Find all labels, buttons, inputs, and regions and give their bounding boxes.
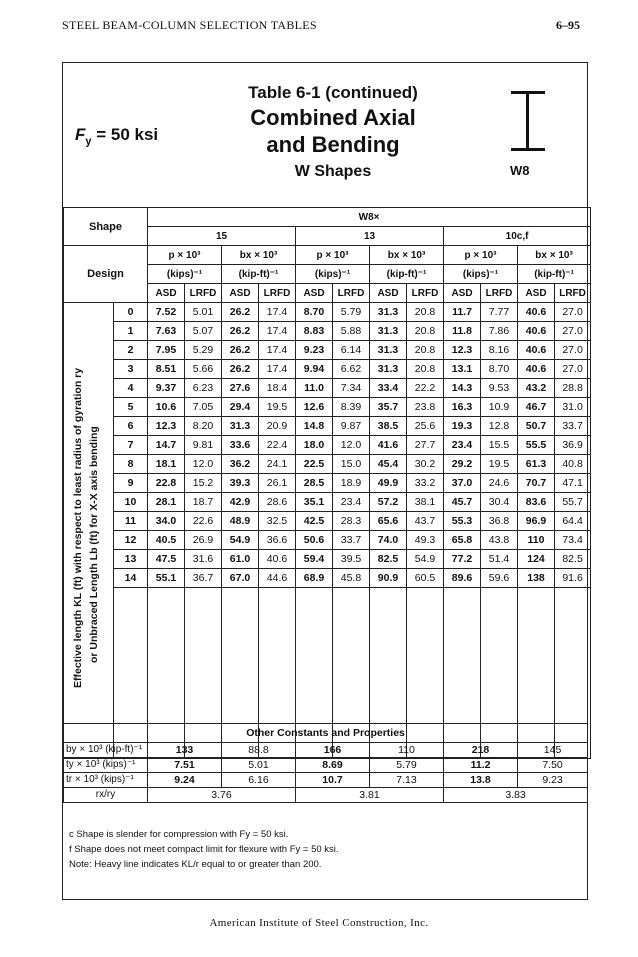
family-header: W8× (148, 208, 591, 227)
kl-value: 3 (114, 360, 148, 379)
kl-value: 12 (114, 531, 148, 550)
table-cell: 33.7 (333, 531, 370, 550)
table-cell: 7.52 (148, 303, 185, 322)
table-cell: 6.23 (185, 379, 222, 398)
table-cell: 38.5 (370, 417, 407, 436)
table-cell: 43.7 (407, 512, 444, 531)
kl-value: 0 (114, 303, 148, 322)
table-cell: 10.9 (481, 398, 518, 417)
table-cell: 12.0 (185, 455, 222, 474)
other-constants-title: Other Constants and Properties (64, 724, 588, 743)
table-cell: 35.1 (296, 493, 333, 512)
table-cell: 12.8 (481, 417, 518, 436)
b-units: (kip-ft)⁻¹ (370, 265, 444, 284)
table-row (64, 512, 591, 531)
table-cell: 38.1 (407, 493, 444, 512)
vertical-label-line1: Effective length KL (ft) with respect to least radius of gyration ry (72, 367, 84, 688)
table-cell: 23.8 (407, 398, 444, 417)
table-row (64, 398, 591, 417)
table-cell: 7.95 (148, 341, 185, 360)
table-cell: 16.3 (444, 398, 481, 417)
table-cell: 22.5 (296, 455, 333, 474)
constant-value: 7.13 (370, 773, 444, 788)
p-units: (kips)⁻¹ (148, 265, 222, 284)
table-frame (62, 62, 588, 900)
footer: American Institute of Steel Construction, Inc. (209, 917, 429, 929)
table-cell: 54.9 (222, 531, 259, 550)
table-cell: 68.9 (296, 569, 333, 588)
kl-value: 9 (114, 474, 148, 493)
table-row (64, 341, 591, 360)
table-cell: 24.1 (259, 455, 296, 474)
table-cell: 82.5 (370, 550, 407, 569)
selection-table (63, 207, 591, 759)
table-cell: 40.6 (259, 550, 296, 569)
kl-value: 7 (114, 436, 148, 455)
weight-15-header: 15 (148, 227, 296, 246)
note-c: c Shape is slender for compression with Fy = 50 ksi. (69, 829, 289, 840)
table-cell: 50.7 (518, 417, 555, 436)
table-cell: 36.2 (222, 455, 259, 474)
table-cell: 22.2 (407, 379, 444, 398)
table-cell: 57.2 (370, 493, 407, 512)
table-cell: 11.7 (444, 303, 481, 322)
table-cell: 43.2 (518, 379, 555, 398)
table-cell: 60.5 (407, 569, 444, 588)
table-cell: 14.7 (148, 436, 185, 455)
table-cell: 12.3 (148, 417, 185, 436)
p-units: (kips)⁻¹ (296, 265, 370, 284)
lrfd-header: LRFD (481, 284, 518, 303)
table-cell: 46.7 (518, 398, 555, 417)
p-label: p × 10³ (444, 246, 518, 265)
table-cell: 8.20 (185, 417, 222, 436)
table-cell: 8.39 (333, 398, 370, 417)
table-cell: 27.0 (555, 303, 591, 322)
asd-header: ASD (148, 284, 185, 303)
constant-value: 6.16 (222, 773, 296, 788)
kl-value: 2 (114, 341, 148, 360)
vertical-label-line2: or Unbraced Length Lb (ft) for X-X axis bending (88, 426, 100, 663)
table-cell: 47.5 (148, 550, 185, 569)
p-label: p × 10³ (148, 246, 222, 265)
table-cell: 40.5 (148, 531, 185, 550)
table-cell: 18.1 (148, 455, 185, 474)
rx-ry-value: 3.81 (296, 788, 444, 803)
table-cell: 47.1 (555, 474, 591, 493)
table-cell: 17.4 (259, 303, 296, 322)
table-cell: 7.34 (333, 379, 370, 398)
table-row (64, 493, 591, 512)
constants-row (64, 743, 588, 758)
table-cell: 40.6 (518, 322, 555, 341)
table-cell: 31.3 (370, 303, 407, 322)
table-cell: 37.0 (444, 474, 481, 493)
table-cell: 32.5 (259, 512, 296, 531)
design-header: Design (64, 246, 148, 303)
table-cell: 5.88 (333, 322, 370, 341)
b-units: (kip-ft)⁻¹ (518, 265, 591, 284)
constant-value: 7.51 (148, 758, 222, 773)
table-cell: 61.0 (222, 550, 259, 569)
table-cell: 20.8 (407, 341, 444, 360)
table-cell: 31.6 (185, 550, 222, 569)
table-cell: 26.9 (185, 531, 222, 550)
table-cell: 22.6 (185, 512, 222, 531)
kl-value: 10 (114, 493, 148, 512)
table-cell: 31.3 (222, 417, 259, 436)
table-cell: 45.7 (444, 493, 481, 512)
fy-label (75, 125, 158, 147)
constant-value: 218 (444, 743, 518, 758)
table-cell: 20.8 (407, 322, 444, 341)
p-label: p × 10³ (296, 246, 370, 265)
lrfd-header: LRFD (185, 284, 222, 303)
table-cell: 9.23 (296, 341, 333, 360)
table-cell: 8.51 (148, 360, 185, 379)
fy-value: = 50 ksi (91, 125, 159, 144)
table-cell: 18.0 (296, 436, 333, 455)
kl-value: 13 (114, 550, 148, 569)
table-row (64, 455, 591, 474)
table-cell: 5.29 (185, 341, 222, 360)
table-cell: 7.86 (481, 322, 518, 341)
table-cell: 9.87 (333, 417, 370, 436)
table-cell: 5.01 (185, 303, 222, 322)
table-cell: 27.0 (555, 341, 591, 360)
table-cell: 30.2 (407, 455, 444, 474)
rx-ry-value: 3.76 (148, 788, 296, 803)
table-cell: 10.6 (148, 398, 185, 417)
table-cell: 89.6 (444, 569, 481, 588)
table-cell: 13.1 (444, 360, 481, 379)
constant-label: by × 10³ (kip-ft)⁻¹ (64, 743, 148, 758)
table-cell: 17.4 (259, 360, 296, 379)
kl-value: 6 (114, 417, 148, 436)
constant-value: 110 (370, 743, 444, 758)
table-cell: 9.37 (148, 379, 185, 398)
table-cell: 33.7 (555, 417, 591, 436)
table-cell: 110 (518, 531, 555, 550)
table-cell: 30.4 (481, 493, 518, 512)
table-cell: 40.6 (518, 360, 555, 379)
table-cell: 17.4 (259, 341, 296, 360)
table-cell: 29.2 (444, 455, 481, 474)
table-cell: 28.6 (259, 493, 296, 512)
constant-value: 13.8 (444, 773, 518, 788)
note-heavy-line: Note: Heavy line indicates KL/r equal to or greater than 200. (69, 859, 322, 870)
table-row (64, 531, 591, 550)
table-cell: 23.4 (333, 493, 370, 512)
table-cell: 26.2 (222, 360, 259, 379)
table-cell: 51.4 (481, 550, 518, 569)
kl-value: 11 (114, 512, 148, 531)
table-cell: 77.2 (444, 550, 481, 569)
kl-value: 1 (114, 322, 148, 341)
table-cell: 59.4 (296, 550, 333, 569)
table-cell: 31.3 (370, 322, 407, 341)
table-subtitle: W Shapes (294, 163, 372, 180)
table-cell: 26.2 (222, 303, 259, 322)
table-cell: 12.6 (296, 398, 333, 417)
kl-value: 4 (114, 379, 148, 398)
table-cell: 18.7 (185, 493, 222, 512)
table-cell: 55.3 (444, 512, 481, 531)
table-cell: 44.6 (259, 569, 296, 588)
constant-value: 145 (518, 743, 588, 758)
asd-header: ASD (222, 284, 259, 303)
constants-row (64, 758, 588, 773)
table-cell: 8.70 (481, 360, 518, 379)
table-cell: 29.4 (222, 398, 259, 417)
running-head: STEEL BEAM-COLUMN SELECTION TABLES (62, 18, 317, 32)
table-cell: 34.0 (148, 512, 185, 531)
table-cell: 90.9 (370, 569, 407, 588)
table-cell: 31.0 (555, 398, 591, 417)
table-cell: 54.9 (407, 550, 444, 569)
table-cell: 15.5 (481, 436, 518, 455)
table-cell: 25.6 (407, 417, 444, 436)
constant-value: 5.79 (370, 758, 444, 773)
p-units: (kips)⁻¹ (444, 265, 518, 284)
constant-value: 10.7 (296, 773, 370, 788)
constant-value: 9.23 (518, 773, 588, 788)
table-cell: 18.4 (259, 379, 296, 398)
table-cell: 27.0 (555, 360, 591, 379)
table-cell: 39.5 (333, 550, 370, 569)
table-cell: 6.14 (333, 341, 370, 360)
constant-value: 88.8 (222, 743, 296, 758)
lrfd-header: LRFD (555, 284, 591, 303)
table-cell: 15.0 (333, 455, 370, 474)
table-cell: 9.81 (185, 436, 222, 455)
table-cell: 7.05 (185, 398, 222, 417)
table-cell: 42.9 (222, 493, 259, 512)
table-cell: 61.3 (518, 455, 555, 474)
kl-value: 8 (114, 455, 148, 474)
fy-symbol: F (75, 125, 86, 144)
table-row (64, 569, 591, 588)
table-cell: 48.9 (222, 512, 259, 531)
table-cell: 24.6 (481, 474, 518, 493)
constant-value: 133 (148, 743, 222, 758)
asd-header: ASD (370, 284, 407, 303)
table-cell: 5.79 (333, 303, 370, 322)
i-beam-icon (511, 91, 545, 151)
table-cell: 49.9 (370, 474, 407, 493)
kl-value: 14 (114, 569, 148, 588)
table-row (64, 550, 591, 569)
lrfd-header: LRFD (259, 284, 296, 303)
rx-ry-label: rx/ry (64, 788, 148, 803)
rx-ry-value: 3.83 (444, 788, 588, 803)
table-cell: 33.4 (370, 379, 407, 398)
shape-series-label: W8 (510, 163, 530, 178)
table-cell: 18.9 (333, 474, 370, 493)
table-cell: 8.70 (296, 303, 333, 322)
table-cell: 28.8 (555, 379, 591, 398)
rx-ry-row (64, 788, 588, 803)
constant-label: tr × 10³ (kips)⁻¹ (64, 773, 148, 788)
table-cell: 7.77 (481, 303, 518, 322)
constant-value: 7.50 (518, 758, 588, 773)
table-cell: 33.6 (222, 436, 259, 455)
table-cell: 65.8 (444, 531, 481, 550)
table-cell: 45.4 (370, 455, 407, 474)
table-cell: 42.5 (296, 512, 333, 531)
table-cell: 9.94 (296, 360, 333, 379)
b-label: bx × 10³ (518, 246, 591, 265)
constant-value: 8.69 (296, 758, 370, 773)
kl-value: 5 (114, 398, 148, 417)
table-row (64, 360, 591, 379)
table-cell: 50.6 (296, 531, 333, 550)
table-cell: 27.7 (407, 436, 444, 455)
note-f: f Shape does not meet compact limit for flexure with Fy = 50 ksi. (69, 844, 339, 855)
table-cell: 65.6 (370, 512, 407, 531)
table-cell: 11.0 (296, 379, 333, 398)
table-title-line1: Combined Axial (250, 105, 416, 130)
table-cell: 36.9 (555, 436, 591, 455)
table-cell: 26.2 (222, 322, 259, 341)
b-units: (kip-ft)⁻¹ (222, 265, 296, 284)
table-title-line2: and Bending (266, 132, 400, 157)
table-cell: 5.66 (185, 360, 222, 379)
table-cell: 20.9 (259, 417, 296, 436)
table-cell: 70.7 (518, 474, 555, 493)
table-cell: 67.0 (222, 569, 259, 588)
table-cell: 7.63 (148, 322, 185, 341)
table-cell: 19.5 (259, 398, 296, 417)
table-cell: 27.0 (555, 322, 591, 341)
table-cell: 27.6 (222, 379, 259, 398)
shape-header: Shape (64, 208, 148, 246)
constant-value: 166 (296, 743, 370, 758)
table-row (64, 436, 591, 455)
table-cell: 23.4 (444, 436, 481, 455)
table-cell: 28.3 (333, 512, 370, 531)
table-cell: 19.3 (444, 417, 481, 436)
table-cell: 6.62 (333, 360, 370, 379)
table-cell: 9.53 (481, 379, 518, 398)
table-cell: 45.8 (333, 569, 370, 588)
table-cell: 55.1 (148, 569, 185, 588)
constants-row (64, 773, 588, 788)
b-label: bx × 10³ (222, 246, 296, 265)
table-cell: 15.2 (185, 474, 222, 493)
table-cell: 26.2 (222, 341, 259, 360)
table-cell: 59.6 (481, 569, 518, 588)
table-cell: 5.07 (185, 322, 222, 341)
table-cell: 74.0 (370, 531, 407, 550)
table-cell: 40.6 (518, 303, 555, 322)
table-cell: 55.7 (555, 493, 591, 512)
b-label: bx × 10³ (370, 246, 444, 265)
table-cell: 28.1 (148, 493, 185, 512)
table-cell: 11.8 (444, 322, 481, 341)
table-cell: 124 (518, 550, 555, 569)
table-cell: 26.1 (259, 474, 296, 493)
table-cell: 73.4 (555, 531, 591, 550)
table-titles (183, 83, 483, 181)
table-cell: 17.4 (259, 322, 296, 341)
table-cell: 22.8 (148, 474, 185, 493)
other-constants-table (63, 723, 588, 803)
lrfd-header: LRFD (333, 284, 370, 303)
lrfd-header: LRFD (407, 284, 444, 303)
asd-header: ASD (444, 284, 481, 303)
asd-header: ASD (296, 284, 333, 303)
table-row (64, 379, 591, 398)
table-cell: 8.16 (481, 341, 518, 360)
table-cell: 22.4 (259, 436, 296, 455)
table-cell: 40.8 (555, 455, 591, 474)
fy-subscript: y (85, 135, 92, 148)
table-cell: 64.4 (555, 512, 591, 531)
table-cell: 41.6 (370, 436, 407, 455)
table-row (64, 474, 591, 493)
table-cell: 31.3 (370, 341, 407, 360)
table-cell: 91.6 (555, 569, 591, 588)
table-cell: 14.3 (444, 379, 481, 398)
table-cell: 12.0 (333, 436, 370, 455)
table-cell: 20.8 (407, 303, 444, 322)
table-cell: 96.9 (518, 512, 555, 531)
table-cell: 82.5 (555, 550, 591, 569)
table-row (64, 417, 591, 436)
table-cell: 36.8 (481, 512, 518, 531)
table-cell: 20.8 (407, 360, 444, 379)
table-cell: 83.6 (518, 493, 555, 512)
table-cell: 8.83 (296, 322, 333, 341)
table-cell: 35.7 (370, 398, 407, 417)
constant-value: 11.2 (444, 758, 518, 773)
table-cell: 31.3 (370, 360, 407, 379)
table-cell: 40.6 (518, 341, 555, 360)
asd-header: ASD (518, 284, 555, 303)
table-cell: 36.6 (259, 531, 296, 550)
table-cell: 14.8 (296, 417, 333, 436)
table-cell: 36.7 (185, 569, 222, 588)
table-cell: 19.5 (481, 455, 518, 474)
table-row (64, 303, 591, 322)
weight-13-header: 13 (296, 227, 444, 246)
table-notes (69, 827, 339, 872)
table-cell: 43.8 (481, 531, 518, 550)
constant-value: 9.24 (148, 773, 222, 788)
table-cell: 55.5 (518, 436, 555, 455)
weight-10-header: 10c,f (444, 227, 591, 246)
table-cell: 28.5 (296, 474, 333, 493)
table-row (64, 322, 591, 341)
table-cell: 138 (518, 569, 555, 588)
constant-label: ty × 10³ (kips)⁻¹ (64, 758, 148, 773)
vertical-axis-label (64, 303, 114, 759)
constant-value: 5.01 (222, 758, 296, 773)
table-number: Table 6-1 (continued) (248, 83, 418, 102)
table-cell: 33.2 (407, 474, 444, 493)
table-cell: 39.3 (222, 474, 259, 493)
table-cell: 12.3 (444, 341, 481, 360)
page-number: 6–95 (556, 18, 580, 32)
table-cell: 49.3 (407, 531, 444, 550)
